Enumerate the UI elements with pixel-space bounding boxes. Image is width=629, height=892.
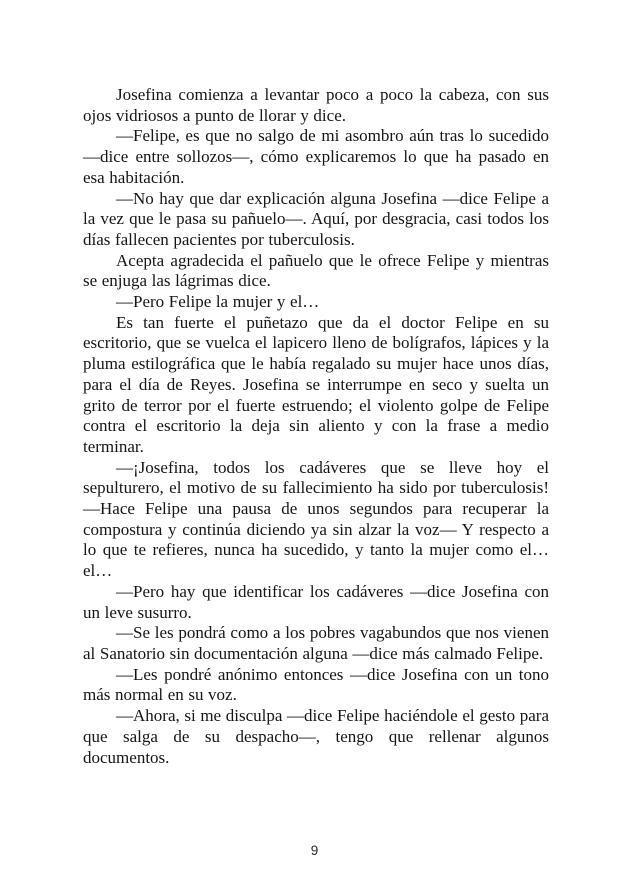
paragraph: —No hay que dar explicación alguna Josefina —dice Felipe a la vez que le pasa su pañuelo—. Aquí, por desgracia, casi todos los días fallecen pacientes por tuberculosis. <box>83 188 549 249</box>
body-text <box>83 85 549 768</box>
paragraph: —Pero Felipe la mujer y el… <box>116 292 320 312</box>
paragraph: Es tan fuerte el puñetazo que da el doctor Felipe en su escritorio, que se vuelca el lapicero lleno de bolígrafos, lápices y la pluma estilográfica que le había regalado su mujer hace unos días, para el día de Reyes. Josefina se interrumpe en seco y suelta un grito de terror por el fuerte estruendo; el violento golpe de Felipe contra el escritorio la deja sin aliento y con la frase a medio terminar. <box>83 312 549 456</box>
paragraph: —Pero hay que identificar los cadáveres —dice Josefina con un leve susurro. <box>83 581 549 622</box>
paragraph: —Les pondré anónimo entonces —dice Josefina con un tono más normal en su voz. <box>83 664 549 705</box>
paragraph: Acepta agradecida el pañuelo que le ofrece Felipe y mientras se enjuga las lágrimas dice. <box>83 250 549 291</box>
paragraph: —Felipe, es que no salgo de mi asombro aún tras lo sucedido —dice entre sollozos—, cómo explicaremos lo que ha pasado en esa habitación. <box>83 126 549 187</box>
page-number: 9 <box>310 843 319 858</box>
paragraph: Josefina comienza a levantar poco a poco la cabeza, con sus ojos vidriosos a punto de llorar y dice. <box>83 85 549 125</box>
paragraph: —¡Josefina, todos los cadáveres que se lleve hoy el sepulturero, el motivo de su fallecimiento ha sido por tuberculosis! —Hace Felipe una pausa de unos segundos para recuperar la compostura y continúa diciendo ya sin alzar la voz— Y respecto a lo que te refieres, nunca ha sucedido, y tanto la mujer como el… el… <box>83 457 549 581</box>
paragraph: —Se les pondrá como a los pobres vagabundos que nos vienen al Sanatorio sin documentación alguna —dice más calmado Felipe. <box>83 623 549 663</box>
paragraph: —Ahora, si me disculpa —dice Felipe haciéndole el gesto para que salga de su despacho—, tengo que rellenar algunos documentos. <box>83 706 549 767</box>
